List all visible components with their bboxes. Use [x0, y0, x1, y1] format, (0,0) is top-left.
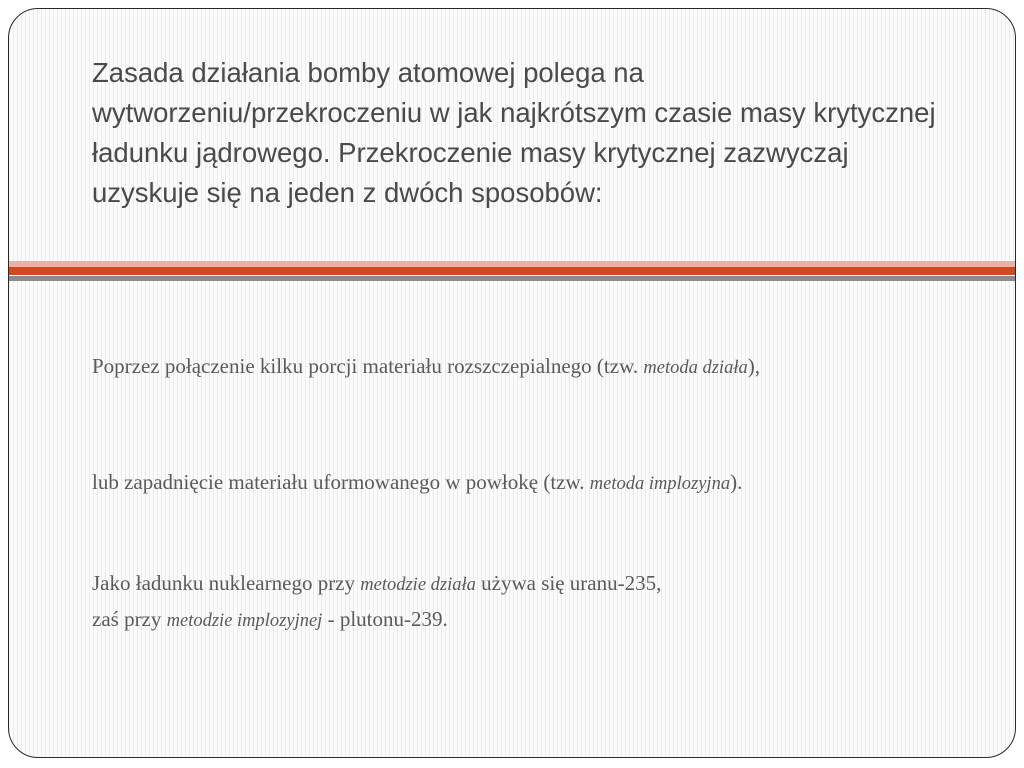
p3-text-b: używa się uranu-235,: [475, 571, 662, 595]
p3-text-a: Jako ładunku nuklearnego przy: [92, 571, 361, 595]
paragraph-implosion-method: [92, 465, 792, 501]
p3-text-c: zaś przy: [92, 607, 167, 631]
p2-emphasis: metoda implozyjna: [589, 474, 731, 494]
p2-text-a: lub zapadnięcie materiału uformowanego w powłokę (tzw.: [92, 470, 590, 494]
divider-orange-band: [9, 267, 1015, 275]
p1-emphasis: metoda działa: [643, 358, 748, 378]
paragraph-nuclear-charge: [92, 566, 972, 638]
slide-title: Zasada działania bomby atomowej polega na wytworzeniu/przekroczeniu w jak najkrótszym czasie masy krytycznej ładunku jądrowego. Przekroczenie masy krytycznej zazwyczaj uzyskuje się na jeden z dwóch sposobów:: [92, 57, 936, 208]
slide: [8, 8, 1016, 758]
paragraph-gun-method: [92, 349, 972, 385]
p3-emphasis-implosion: metodzie implozyjnej: [166, 611, 323, 631]
p1-text-a: Poprzez połączenie kilku porcji materiału rozszczepialnego (tzw.: [92, 354, 644, 378]
p3-emphasis-gun: metodzie działa: [360, 575, 476, 595]
divider-gray-band: [9, 276, 1015, 281]
p2-text-b: ).: [730, 470, 743, 494]
p1-text-b: ),: [747, 354, 760, 378]
p3-text-d: - plutonu-239.: [322, 607, 448, 631]
